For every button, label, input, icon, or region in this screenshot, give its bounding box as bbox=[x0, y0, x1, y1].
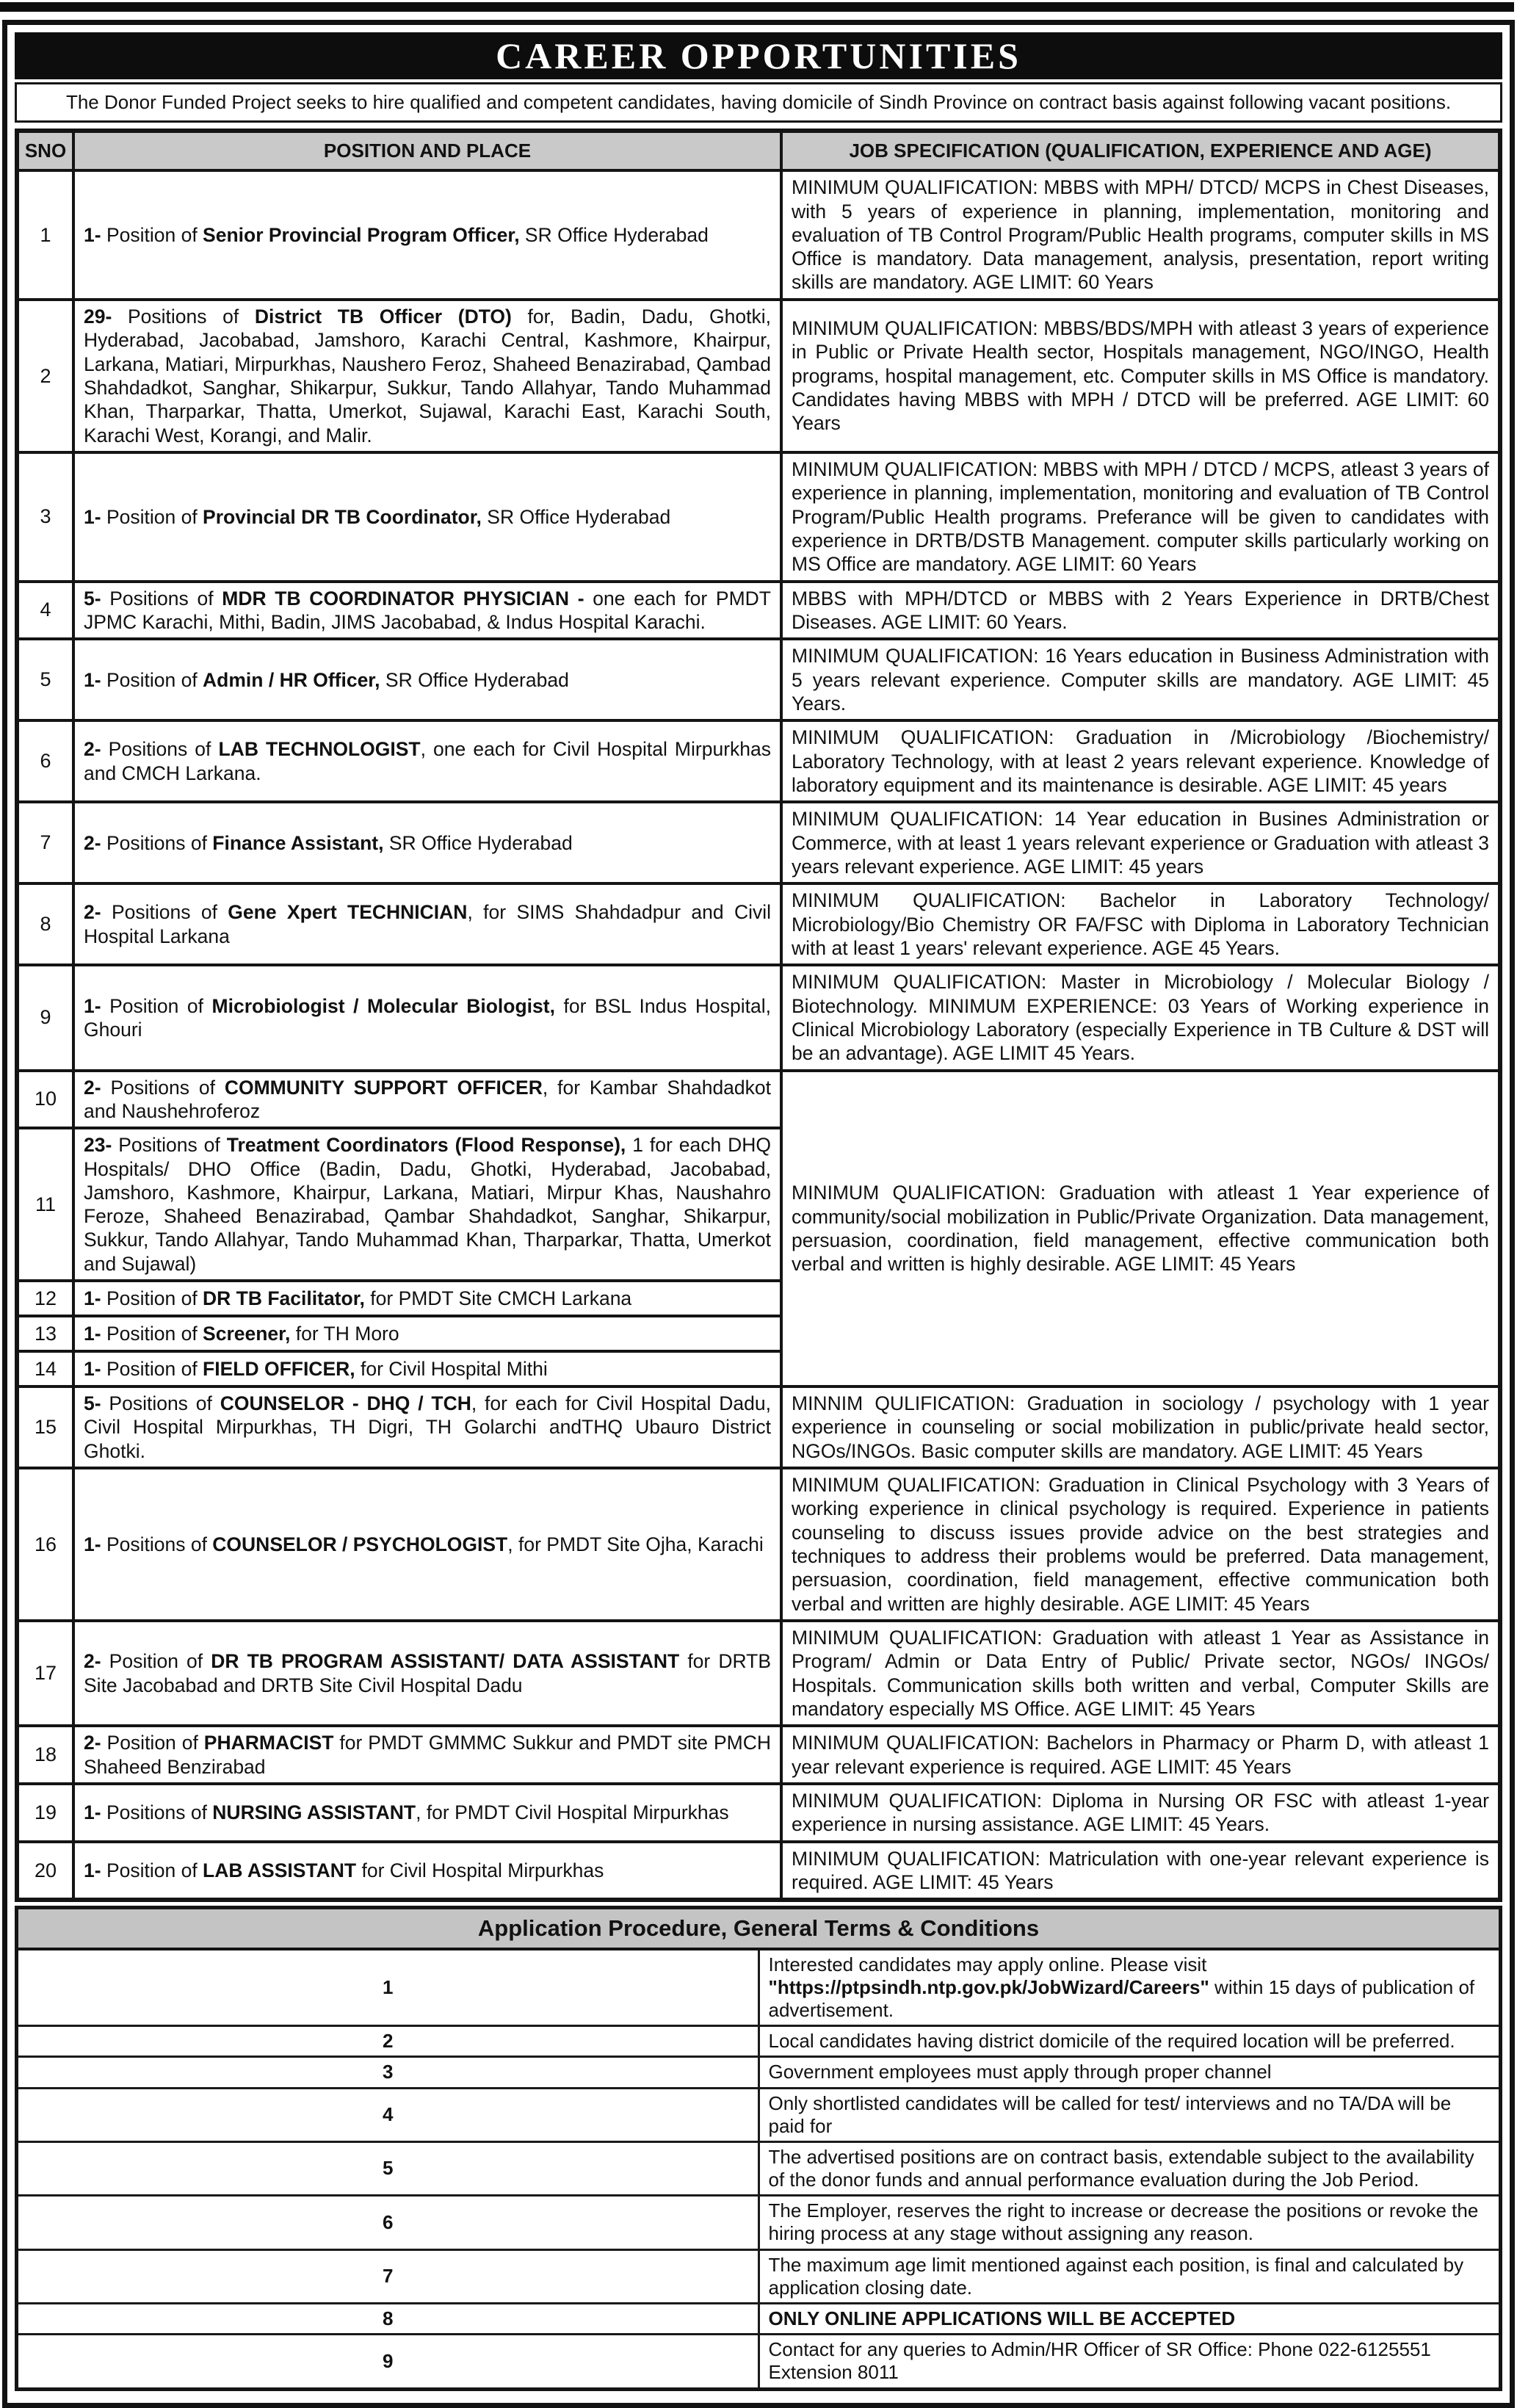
table-row bbox=[17, 170, 1500, 300]
row-spec: MINIMUM QUALIFICATION: MBBS with MPH/ DTCD/ MCPS in Chest Diseases, with 5 years of experience in planning, implementation, monitoring and evaluation of TB Control Program/Public Health programs, computer skills in MS Office is mandatory. Data management, analysis, presentation, report writing skills are mandatory. AGE LIMIT: 60 Years bbox=[781, 170, 1500, 300]
row-position: 1- Position of FIELD OFFICER, for Civil Hospital Mithi bbox=[73, 1351, 781, 1386]
row-spec: MINIMUM QUALIFICATION: Graduation with atleast 1 Year as Assistance in Program/ Admin or Data Entry of Public/ Private sector, NGOs/ INGOs/ Hospitals. Communication skills both written and verbal, Computer Skills are mandatory especially MS Office. AGE LIMIT: 45 Years bbox=[781, 1621, 1500, 1726]
row-sno: 20 bbox=[17, 1842, 73, 1901]
term-number: 5 bbox=[17, 2141, 759, 2195]
table-row bbox=[17, 1468, 1500, 1621]
term-text: Interested candidates may apply online. Please visit "https://ptpsindh.ntp.gov.pk/JobWizard/Careers" within 15 days of publication of advertisement. bbox=[758, 1949, 1501, 2026]
row-spec: MINIMUM QUALIFICATION: Graduation in /Microbiology /Biochemistry/ Laboratory Technology, with at least 2 years relevant experience. Knowledge of laboratory equipment and its maintenance is desirable. AGE LIMIT: 45 years bbox=[781, 720, 1500, 802]
row-sno: 2 bbox=[17, 300, 73, 452]
row-spec: MINNIM QULIFICATION: Graduation in sociology / psychology with 1 year experience in counseling or social mobilization in public/private heald sector, NGOs/INGOs. Basic computer skills are mandatory. AGE LIMIT: 45 Years bbox=[781, 1386, 1500, 1468]
terms-row bbox=[17, 2335, 1501, 2389]
row-sno: 12 bbox=[17, 1281, 73, 1316]
terms-table bbox=[15, 1906, 1502, 2390]
row-spec: MINIMUM QUALIFICATION: Bachelor in Laboratory Technology/ Microbiology/Bio Chemistry OR FA/FSC with Diploma in Laboratory Technician with at least 1 years' relevant experience. AGE 45 Years. bbox=[781, 883, 1500, 965]
term-text: Only shortlisted candidates will be called for test/ interviews and no TA/DA will be paid for bbox=[758, 2088, 1501, 2141]
row-position: 5- Positions of MDR TB COORDINATOR PHYSICIAN - one each for PMDT JPMC Karachi, Mithi, Badin, JIMS Jacobabad, & Indus Hospital Karachi. bbox=[73, 582, 781, 640]
col-header-spec: JOB SPECIFICATION (QUALIFICATION, EXPERIENCE AND AGE) bbox=[781, 131, 1500, 170]
terms-row bbox=[17, 2304, 1501, 2335]
row-spec: MBBS with MPH/DTCD or MBBS with 2 Years Experience in DRTB/Chest Diseases. AGE LIMIT: 60 Years. bbox=[781, 582, 1500, 640]
row-position: 2- Positions of LAB TECHNOLOGIST, one each for Civil Hospital Mirpurkhas and CMCH Larkana. bbox=[73, 720, 781, 802]
row-position: 2- Positions of COMMUNITY SUPPORT OFFICER, for Kambar Shahdadkot and Naushehroferoz bbox=[73, 1071, 781, 1129]
row-spec: MINIMUM QUALIFICATION: MBBS with MPH / DTCD / MCPS, atleast 3 years of experience in planning, implementation, monitoring and evaluation of TB Control Program/Public Health programs. Preferance will be given to candidates with experience in DRTB/DSTB Management. computer skills particularly working on MS Office are mandatory. AGE LIMIT: 60 Years bbox=[781, 452, 1500, 582]
advert-frame bbox=[2, 20, 1515, 2408]
row-sno: 6 bbox=[17, 720, 73, 802]
row-sno: 1 bbox=[17, 170, 73, 300]
term-number: 9 bbox=[17, 2335, 759, 2389]
table-header-row bbox=[17, 131, 1500, 170]
term-number: 4 bbox=[17, 2088, 759, 2141]
term-text: Local candidates having district domicile of the required location will be preferred. bbox=[758, 2026, 1501, 2057]
row-sno: 13 bbox=[17, 1316, 73, 1351]
row-spec: MINIMUM QUALIFICATION: Bachelors in Pharmacy or Pharm D, with atleast 1 year relevant experience is required. AGE LIMIT: 45 Years bbox=[781, 1726, 1500, 1784]
row-spec: MINIMUM QUALIFICATION: Graduation in Clinical Psychology with 3 Years of working experience in clinical psychology is required. Experience in patients counseling to discuss issues provide advice on the best strategies and techniques to address their problems would be preferred. Data management, persuasion, coordination, field management, effective communication both verbal and written are highly desirable. AGE LIMIT: 45 Years bbox=[781, 1468, 1500, 1621]
table-row bbox=[17, 300, 1500, 452]
row-sno: 16 bbox=[17, 1468, 73, 1621]
row-sno: 3 bbox=[17, 452, 73, 582]
row-sno: 5 bbox=[17, 639, 73, 720]
row-spec: MINIMUM QUALIFICATION: Diploma in Nursing OR FSC with atleast 1-year experience in nursing assistance. AGE LIMIT: 45 Years. bbox=[781, 1784, 1500, 1842]
terms-row bbox=[17, 2196, 1501, 2249]
row-position: 2- Position of DR TB PROGRAM ASSISTANT/ DATA ASSISTANT for DRTB Site Jacobabad and DRTB Site Civil Hospital Dadu bbox=[73, 1621, 781, 1726]
table-row bbox=[17, 965, 1500, 1070]
row-position: 1- Position of Senior Provincial Program Officer, SR Office Hyderabad bbox=[73, 170, 781, 300]
row-spec-merged: MINIMUM QUALIFICATION: Graduation with atleast 1 Year experience of community/social mobilization in Public/Private Organization. Data management, persuasion, coordination, field management, effective communication both verbal and written is highly desirable. AGE LIMIT: 45 Years bbox=[781, 1071, 1500, 1387]
terms-row bbox=[17, 2088, 1501, 2141]
row-spec: MINIMUM QUALIFICATION: MBBS/BDS/MPH with atleast 3 years of experience in Public or Private Health sector, Hospitals management, NGO/INGO, Health programs, hospital management, etc. Computer skills in MS Office is mandatory. Candidates having MBBS with MPH / DTCD will be preferred. AGE LIMIT: 60 Years bbox=[781, 300, 1500, 452]
top-border-bar bbox=[0, 2, 1514, 12]
positions-table bbox=[15, 129, 1502, 1902]
row-position: 5- Positions of COUNSELOR - DHQ / TCH, for each for Civil Hospital Dadu, Civil Hospital Mirpurkhas, TH Digri, TH Golarchi andTHQ Ubauro District Ghotki. bbox=[73, 1386, 781, 1468]
intro-text: The Donor Funded Project seeks to hire qualified and competent candidates, having domicile of Sindh Province on contract basis against following vacant positions. bbox=[15, 82, 1502, 123]
table-row bbox=[17, 802, 1500, 883]
table-row bbox=[17, 1621, 1500, 1726]
row-sno: 10 bbox=[17, 1071, 73, 1129]
table-row bbox=[17, 1726, 1500, 1784]
term-text: ONLY ONLINE APPLICATIONS WILL BE ACCEPTED bbox=[758, 2304, 1501, 2335]
table-row bbox=[17, 582, 1500, 640]
row-position: 1- Position of Microbiologist / Molecular Biologist, for BSL Indus Hospital, Ghouri bbox=[73, 965, 781, 1070]
terms-row bbox=[17, 2249, 1501, 2303]
term-text: The advertised positions are on contract basis, extendable subject to the availability of the donor funds and annual performance evaluation during the Job Period. bbox=[758, 2141, 1501, 2195]
table-row bbox=[17, 1071, 1500, 1129]
row-sno: 4 bbox=[17, 582, 73, 640]
term-number: 6 bbox=[17, 2196, 759, 2249]
table-row bbox=[17, 1842, 1500, 1901]
row-sno: 14 bbox=[17, 1351, 73, 1386]
row-sno: 11 bbox=[17, 1128, 73, 1281]
row-position: 1- Position of DR TB Facilitator, for PMDT Site CMCH Larkana bbox=[73, 1281, 781, 1316]
row-sno: 19 bbox=[17, 1784, 73, 1842]
row-position: 29- Positions of District TB Officer (DTO) for, Badin, Dadu, Ghotki, Hyderabad, Jacobabad, Jamshoro, Karachi Central, Kashmore, Khairpur, Larkana, Matiari, Mirpurkhas, Naushero Feroz, Shaheed Benazirabad, Qambad Shahdadkot, Sanghar, Shikarpur, Sukkur, Tando Allahyar, Tando Muhammad Khan, Tharparkar, Thatta, Umerkot, Sujawal, Karachi East, Karachi South, Karachi West, Korangi, and Malir. bbox=[73, 300, 781, 452]
term-number: 8 bbox=[17, 2304, 759, 2335]
row-position: 1- Position of Screener, for TH Moro bbox=[73, 1316, 781, 1351]
row-spec: MINIMUM QUALIFICATION: 14 Year education in Busines Administration or Commerce, with at least 1 years relevant experience or Graduation with atleast 3 years relevant experience. AGE LIMIT: 45 years bbox=[781, 802, 1500, 883]
table-row bbox=[17, 639, 1500, 720]
row-position: 1- Positions of NURSING ASSISTANT, for PMDT Civil Hospital Mirpurkhas bbox=[73, 1784, 781, 1842]
row-position: 2- Position of PHARMACIST for PMDT GMMMC Sukkur and PMDT site PMCH Shaheed Benzirabad bbox=[73, 1726, 781, 1784]
row-position: 1- Position of LAB ASSISTANT for Civil Hospital Mirpurkhas bbox=[73, 1842, 781, 1901]
row-position: 2- Positions of Finance Assistant, SR Office Hyderabad bbox=[73, 802, 781, 883]
title-banner bbox=[15, 32, 1502, 79]
term-text: Contact for any queries to Admin/HR Officer of SR Office: Phone 022-6125551 Extension 8011 bbox=[758, 2335, 1501, 2389]
row-position: 1- Position of Admin / HR Officer, SR Office Hyderabad bbox=[73, 639, 781, 720]
row-spec: MINIMUM QUALIFICATION: 16 Years education in Business Administration with 5 years relevant experience. Computer skills are mandatory. AGE LIMIT: 45 Years. bbox=[781, 639, 1500, 720]
row-spec: MINIMUM QUALIFICATION: Master in Microbiology / Molecular Biology / Biotechnology. MINIMUM EXPERIENCE: 03 Years of Working experience in Clinical Microbiology Laboratory (especially Experience in TB Culture & DST will be an advantage). AGE LIMIT 45 Years. bbox=[781, 965, 1500, 1070]
row-spec: MINIMUM QUALIFICATION: Matriculation with one-year relevant experience is required. AGE LIMIT: 45 Years bbox=[781, 1842, 1500, 1901]
table-row bbox=[17, 883, 1500, 965]
terms-row bbox=[17, 1949, 1501, 2026]
term-text: The maximum age limit mentioned against each position, is final and calculated by application closing date. bbox=[758, 2249, 1501, 2303]
row-position: 23- Positions of Treatment Coordinators (Flood Response), 1 for each DHQ Hospitals/ DHO Office (Badin, Dadu, Ghotki, Hyderabad, Jacobabad, Jamshoro, Kashmore, Khairpur, Larkana, Matiari, Mirpur Khas, Naushahro Feroze, Shaheed Benazirabad, Qambar Shahdadkot, Sanghar, Shikarpur, Sukkur, Tando Allahyar, Tando Muhammad Khan, Tharparkar, Thatta, Umerkot and Sujawal) bbox=[73, 1128, 781, 1281]
terms-title: Application Procedure, General Terms & Conditions bbox=[17, 1908, 1501, 1949]
table-row bbox=[17, 1784, 1500, 1842]
terms-row bbox=[17, 2057, 1501, 2088]
row-sno: 8 bbox=[17, 883, 73, 965]
term-number: 3 bbox=[17, 2057, 759, 2088]
row-sno: 18 bbox=[17, 1726, 73, 1784]
table-row bbox=[17, 452, 1500, 582]
table-row bbox=[17, 720, 1500, 802]
term-number: 2 bbox=[17, 2026, 759, 2057]
terms-header-row bbox=[17, 1908, 1501, 1949]
row-position: 1- Position of Provincial DR TB Coordinator, SR Office Hyderabad bbox=[73, 452, 781, 582]
term-text: The Employer, reserves the right to increase or decrease the positions or revoke the hiring process at any stage without assigning any reason. bbox=[758, 2196, 1501, 2249]
col-header-sno: SNO bbox=[17, 131, 73, 170]
terms-row bbox=[17, 2026, 1501, 2057]
row-sno: 7 bbox=[17, 802, 73, 883]
row-position: 1- Positions of COUNSELOR / PSYCHOLOGIST, for PMDT Site Ojha, Karachi bbox=[73, 1468, 781, 1621]
col-header-position: POSITION AND PLACE bbox=[73, 131, 781, 170]
term-text: Government employees must apply through proper channel bbox=[758, 2057, 1501, 2088]
page-title: CAREER OPPORTUNITIES bbox=[496, 35, 1021, 76]
terms-row bbox=[17, 2141, 1501, 2195]
term-number: 7 bbox=[17, 2249, 759, 2303]
table-row bbox=[17, 1386, 1500, 1468]
row-sno: 17 bbox=[17, 1621, 73, 1726]
row-sno: 15 bbox=[17, 1386, 73, 1468]
row-position: 2- Positions of Gene Xpert TECHNICIAN, for SIMS Shahdadpur and Civil Hospital Larkana bbox=[73, 883, 781, 965]
term-number: 1 bbox=[17, 1949, 759, 2026]
row-sno: 9 bbox=[17, 965, 73, 1070]
